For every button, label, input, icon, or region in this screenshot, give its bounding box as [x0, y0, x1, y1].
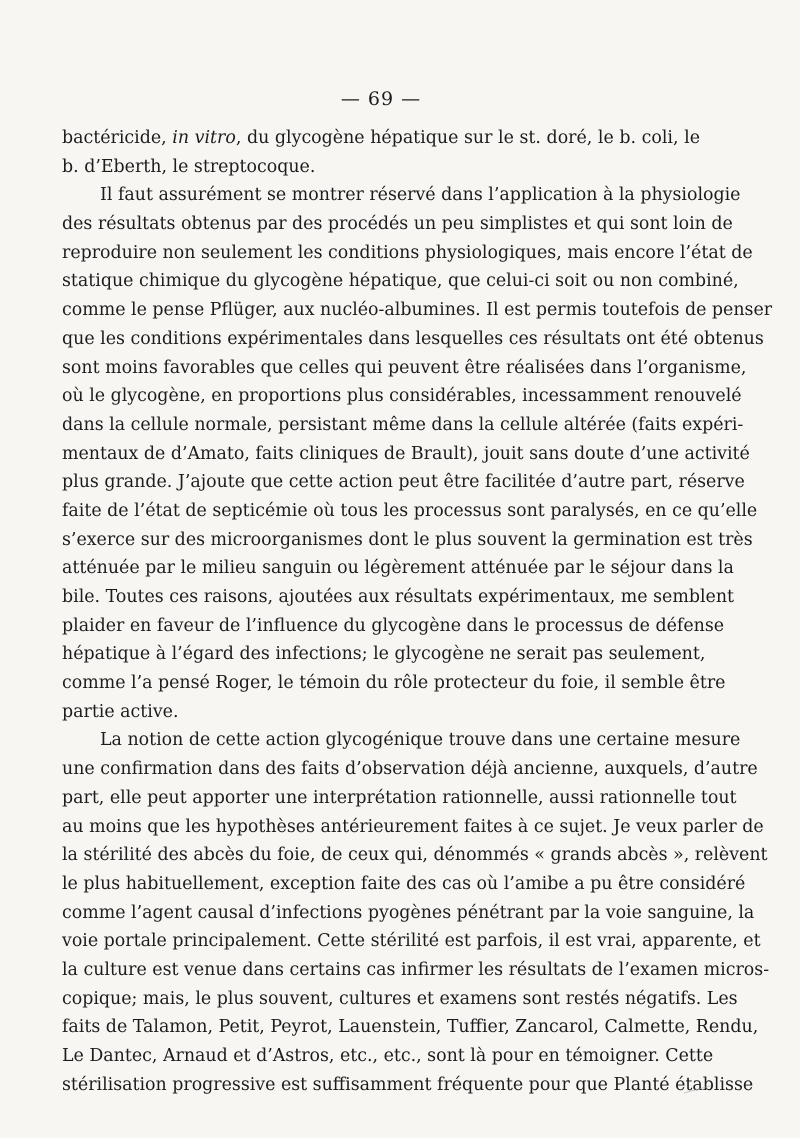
text-run: reproduire non seulement les conditions physiologiques, mais encore l’état de: [62, 242, 753, 263]
text-line: [62, 841, 768, 870]
text-run: comme l’a pensé Roger, le témoin du rôle protecteur du foie, il semble être: [62, 673, 726, 694]
text-line: [62, 1071, 754, 1100]
text-line: [62, 813, 764, 842]
text-run: le plus habituellement, exception faite des cas où l’amibe a pu être considéré: [62, 873, 746, 894]
text-line: [62, 755, 758, 784]
text-line: [62, 468, 745, 497]
text-line: [62, 956, 770, 985]
text-run: statique chimique du glycogène hépatique, que celui-ci soit ou non combiné,: [62, 271, 739, 292]
text-run: la culture est venue dans certains cas infirmer les résultats de l’examen micros-: [62, 959, 770, 980]
text-run: mentaux de d’Amato, faits cliniques de Brault), jouit sans doute d’une activité: [62, 443, 750, 464]
text-line: [62, 239, 753, 268]
text-run: stérilisation progressive est suffisamment fréquente pour que Planté établisse: [62, 1074, 754, 1095]
text-run: comme l’agent causal d’infections pyogènes pénétrant par la voie sanguine, la: [62, 902, 755, 923]
text-run: , du glycogène hépatique sur le st. doré, le b. coli, le: [235, 128, 700, 148]
text-run: au moins que les hypothèses antérieurement faites à ce sujet. Je veux parler de: [62, 816, 764, 837]
text-run: hépatique à l’égard des infections; le glycogène ne serait pas seulement,: [62, 644, 706, 665]
text-run: faite de l’état de septicémie où tous les processus sont paralysés, en ce qu’elle: [62, 500, 758, 521]
page-number: — 69 —: [340, 88, 422, 110]
text-line: [62, 325, 764, 354]
text-run: Le Dantec, Arnaud et d’Astros, etc., etc., sont là pour en témoigner. Cette: [62, 1046, 714, 1066]
text-run: faits de Talamon, Petit, Peyrot, Lauenstein, Tuffier, Zancarol, Calmette, Rendu,: [62, 1017, 759, 1038]
text-line: [62, 354, 747, 383]
text-run: bactéricide,: [62, 128, 173, 148]
text-run: part, elle peut apporter une interprétation rationnelle, aussi rationnelle tout: [62, 787, 737, 808]
text-line: [62, 784, 737, 813]
text-run: s’exerce sur des microorganismes dont le plus souvent la germination est très: [62, 529, 753, 550]
text-run: plaider en faveur de l’influence du glycogène dans le processus de défense: [62, 615, 725, 636]
text-run: plus grande. J’ajoute que cette action peut être facilitée d’autre part, réserve: [62, 472, 745, 493]
text-line: [62, 1013, 759, 1042]
text-line: [62, 899, 755, 928]
text-line: [62, 267, 739, 296]
text-line: [62, 612, 725, 641]
text-line: [62, 698, 700, 727]
text-line: [62, 726, 741, 755]
text-line: [62, 296, 773, 325]
document-page: [62, 88, 773, 1099]
text-line: [62, 583, 735, 612]
text-line: [62, 210, 733, 239]
text-line: [62, 411, 744, 440]
text-line: [62, 927, 761, 956]
text-run: atténuée par le milieu sanguin ou légèrement atténuée par le séjour dans la: [62, 558, 734, 579]
text-run: la stérilité des abcès du foie, de ceux qui, dénommés « grands abcès », relèvent: [62, 845, 768, 866]
text-line: [62, 985, 738, 1014]
text-run: La notion de cette action glycogénique trouve dans une certaine mesure: [100, 730, 741, 751]
text-run: dans la cellule normale, persistant même dans la cellule altérée (faits expéri-: [62, 414, 744, 435]
text-run: voie portale principalement. Cette stérilité est parfois, il est vrai, apparente, et: [62, 931, 761, 952]
text-run: bile. Toutes ces raisons, ajoutées aux résultats expérimentaux, me semblent: [62, 587, 735, 607]
text-line: [62, 124, 700, 153]
text-line: [62, 440, 750, 469]
text-line: [62, 669, 726, 698]
text-line: [62, 526, 753, 555]
text-line: [62, 153, 700, 182]
text-run: copique; mais, le plus souvent, cultures et examens sont restés négatifs. Les: [62, 988, 738, 1009]
text-line: [62, 640, 706, 669]
italic-text: in vitro: [172, 128, 236, 148]
text-run: où le glycogène, en proportions plus considérables, incessamment renouvelé: [62, 386, 742, 407]
text-run: une confirmation dans des faits d’observation déjà ancienne, auxquels, d’autre: [62, 759, 758, 780]
text-run: comme le pense Pflüger, aux nucléo-albumines. Il est permis toutefois de penser: [62, 300, 773, 321]
text-line: [62, 870, 746, 899]
text-run: des résultats obtenus par des procédés un peu simplistes et qui sont loin de: [62, 214, 733, 235]
text-line: [62, 382, 742, 411]
text-run: partie active.: [62, 701, 179, 722]
text-line: [62, 554, 734, 583]
body-text: [62, 124, 773, 1099]
text-line: [62, 497, 758, 526]
text-run: sont moins favorables que celles qui peuvent être réalisées dans l’organisme,: [62, 357, 747, 378]
text-run: Il faut assurément se montrer réservé dans l’application à la physiologie: [100, 185, 741, 206]
text-line: [62, 181, 741, 210]
text-line: [62, 1042, 714, 1071]
text-run: que les conditions expérimentales dans lesquelles ces résultats ont été obtenus: [62, 328, 764, 349]
text-run: b. d’Eberth, le streptocoque.: [62, 156, 316, 177]
